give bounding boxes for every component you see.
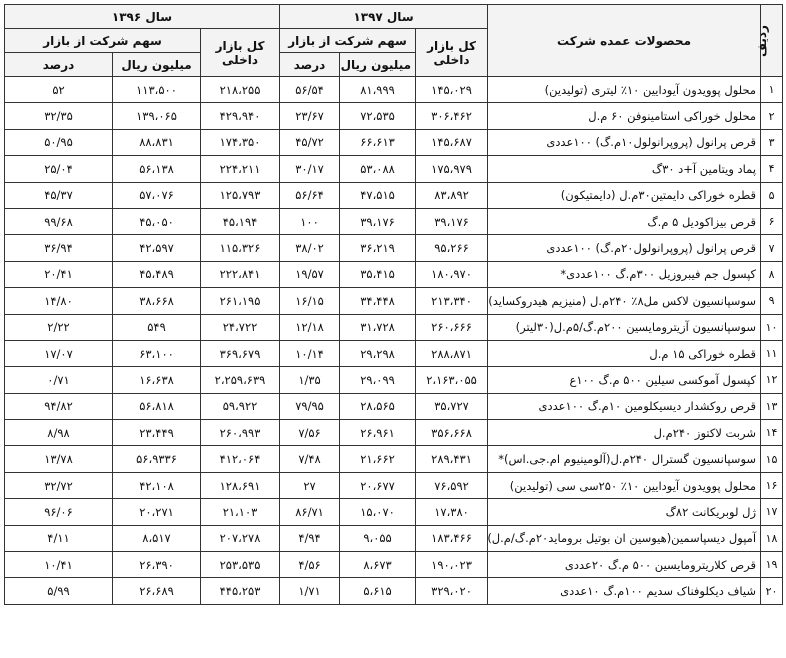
row-number-cell: ۲۰ bbox=[761, 578, 783, 604]
product-name-cell: ژل لوبریکانت ۸۲گ bbox=[488, 499, 761, 525]
table-row bbox=[5, 77, 783, 103]
share-million-rial-1396-cell: ۶۳،۱۰۰ bbox=[113, 340, 201, 366]
domestic-market-1397-cell: ۲۸۹،۴۳۱ bbox=[416, 446, 488, 472]
domestic-market-1396-cell: ۴۴۵،۲۵۳ bbox=[201, 578, 280, 604]
domestic-market-1396-cell: ۴۵،۱۹۴ bbox=[201, 208, 280, 234]
product-name-cell: محلول پوویدون آیودایین ۱۰٪ لیتری (تولیدین) bbox=[488, 77, 761, 103]
row-number-cell: ۷ bbox=[761, 235, 783, 261]
share-million-rial-1397-cell: ۳۱،۷۲۸ bbox=[340, 314, 416, 340]
share-percent-1396-cell: ۵۲ bbox=[5, 77, 113, 103]
row-number-cell: ۱۷ bbox=[761, 499, 783, 525]
domestic-market-1397-cell: ۷۶،۵۹۲ bbox=[416, 472, 488, 498]
product-name-cell: قطره خوراکی ۱۵ م.ل bbox=[488, 340, 761, 366]
table-row bbox=[5, 129, 783, 155]
share-percent-1397-cell: ۳۸/۰۲ bbox=[280, 235, 340, 261]
domestic-market-1396-cell: ۲۲۲،۸۴۱ bbox=[201, 261, 280, 287]
domestic-market-1396-cell: ۱۱۵،۳۲۶ bbox=[201, 235, 280, 261]
share-percent-1396-cell: ۱۰/۴۱ bbox=[5, 552, 113, 578]
share-million-rial-1397-cell: ۳۵،۴۱۵ bbox=[340, 261, 416, 287]
row-number-cell: ۳ bbox=[761, 129, 783, 155]
table-row bbox=[5, 208, 783, 234]
share-million-rial-1397-cell: ۵۳،۰۸۸ bbox=[340, 156, 416, 182]
share-million-rial-1397-cell: ۲۹،۲۹۸ bbox=[340, 340, 416, 366]
row-number-cell: ۱ bbox=[761, 77, 783, 103]
share-percent-1397-cell: ۲۷ bbox=[280, 472, 340, 498]
table-row bbox=[5, 578, 783, 604]
domestic-market-1397-cell: ۸۳،۸۹۲ bbox=[416, 182, 488, 208]
share-million-rial-1396-cell: ۸۸،۸۳۱ bbox=[113, 129, 201, 155]
share-percent-1396-cell: ۴/۱۱ bbox=[5, 525, 113, 551]
table-row bbox=[5, 499, 783, 525]
domestic-market-header-1396: کل بازار داخلی bbox=[201, 29, 280, 77]
share-percent-1397-cell: ۱/۳۵ bbox=[280, 367, 340, 393]
domestic-market-1396-cell: ۲۲۴،۲۱۱ bbox=[201, 156, 280, 182]
share-percent-1396-cell: ۱۴/۸۰ bbox=[5, 288, 113, 314]
share-percent-1397-cell: ۱۰۰ bbox=[280, 208, 340, 234]
share-million-rial-1397-cell: ۹،۰۵۵ bbox=[340, 525, 416, 551]
share-million-rial-1396-cell: ۴۵،۰۵۰ bbox=[113, 208, 201, 234]
share-percent-1397-cell: ۱/۷۱ bbox=[280, 578, 340, 604]
row-number-cell: ۱۹ bbox=[761, 552, 783, 578]
share-percent-1396-cell: ۲۵/۰۴ bbox=[5, 156, 113, 182]
share-percent-1396-cell: ۵۰/۹۵ bbox=[5, 129, 113, 155]
row-number-header: ردیف bbox=[761, 5, 783, 77]
row-number-cell: ۱۰ bbox=[761, 314, 783, 340]
share-million-rial-1396-cell: ۲۰،۲۷۱ bbox=[113, 499, 201, 525]
row-number-cell: ۱۴ bbox=[761, 420, 783, 446]
table-row bbox=[5, 340, 783, 366]
share-million-rial-1396-cell: ۵۶،۱۳۸ bbox=[113, 156, 201, 182]
product-name-cell: پماد ویتامین آ+د ۳۰گ bbox=[488, 156, 761, 182]
row-number-cell: ۱۲ bbox=[761, 367, 783, 393]
domestic-market-1396-cell: ۲۱،۱۰۳ bbox=[201, 499, 280, 525]
product-name-cell: محلول پوویدون آیودایین ۱۰٪ ۲۵۰سی سی (تولیدین) bbox=[488, 472, 761, 498]
share-percent-1397-cell: ۴/۹۴ bbox=[280, 525, 340, 551]
domestic-market-1396-cell: ۱۷۴،۳۵۰ bbox=[201, 129, 280, 155]
share-percent-1397-cell: ۲۳/۶۷ bbox=[280, 103, 340, 129]
row-number-cell: ۱۳ bbox=[761, 393, 783, 419]
product-name-cell: محلول خوراکی استامینوفن ۶۰ م.ل bbox=[488, 103, 761, 129]
share-million-rial-1397-cell: ۲۶،۹۶۱ bbox=[340, 420, 416, 446]
share-percent-1397-cell: ۵۶/۶۴ bbox=[280, 182, 340, 208]
share-percent-1396-cell: ۱۳/۷۸ bbox=[5, 446, 113, 472]
million-rial-header-1396: میلیون ریال bbox=[113, 53, 201, 77]
share-percent-1396-cell: ۲۰/۴۱ bbox=[5, 261, 113, 287]
share-million-rial-1396-cell: ۳۸،۶۶۸ bbox=[113, 288, 201, 314]
share-million-rial-1396-cell: ۵۴۹ bbox=[113, 314, 201, 340]
domestic-market-1397-cell: ۳۰۶،۴۶۲ bbox=[416, 103, 488, 129]
row-number-cell: ۱۸ bbox=[761, 525, 783, 551]
product-name-cell: آمپول دیسپاسمین(هیوسین ان بوتیل بروماید۲۰م.گ/م.ل) bbox=[488, 525, 761, 551]
table-header bbox=[5, 5, 783, 77]
share-million-rial-1397-cell: ۲۰،۶۷۷ bbox=[340, 472, 416, 498]
share-million-rial-1397-cell: ۳۹،۱۷۶ bbox=[340, 208, 416, 234]
share-percent-1396-cell: ۳۲/۳۵ bbox=[5, 103, 113, 129]
domestic-market-1397-cell: ۹۵،۲۶۶ bbox=[416, 235, 488, 261]
product-name-cell: سوسپانسیون آزیترومایسین ۲۰۰م.گ/۵م.ل(۳۰لیتر) bbox=[488, 314, 761, 340]
product-name-cell: کپسول آموکسی سیلین ۵۰۰ م.گ ۱۰۰ع bbox=[488, 367, 761, 393]
domestic-market-1396-cell: ۲۶۰،۹۹۳ bbox=[201, 420, 280, 446]
domestic-market-1397-cell: ۱۸۳،۴۶۶ bbox=[416, 525, 488, 551]
domestic-market-1397-cell: ۲۸۸،۸۷۱ bbox=[416, 340, 488, 366]
domestic-market-1396-cell: ۱۲۸،۶۹۱ bbox=[201, 472, 280, 498]
percent-header-1396: درصد bbox=[5, 53, 113, 77]
share-million-rial-1396-cell: ۲۶،۳۹۰ bbox=[113, 552, 201, 578]
domestic-market-1396-cell: ۲۶۱،۱۹۵ bbox=[201, 288, 280, 314]
domestic-market-1397-cell: ۳۵،۷۲۷ bbox=[416, 393, 488, 419]
domestic-market-1396-cell: ۵۹،۹۲۲ bbox=[201, 393, 280, 419]
products-market-share-table bbox=[4, 4, 783, 605]
share-percent-1396-cell: ۳۲/۷۲ bbox=[5, 472, 113, 498]
product-name-cell: شیاف دیکلوفناک سدیم ۱۰۰م.گ ۱۰عددی bbox=[488, 578, 761, 604]
table-row bbox=[5, 420, 783, 446]
share-percent-1396-cell: ۳۶/۹۴ bbox=[5, 235, 113, 261]
domestic-market-1396-cell: ۴۱۲،۰۶۴ bbox=[201, 446, 280, 472]
share-million-rial-1396-cell: ۲۳،۴۴۹ bbox=[113, 420, 201, 446]
row-number-cell: ۹ bbox=[761, 288, 783, 314]
domestic-market-1396-cell: ۳۶۹،۶۷۹ bbox=[201, 340, 280, 366]
percent-header-1397: درصد bbox=[280, 53, 340, 77]
table-row bbox=[5, 103, 783, 129]
share-million-rial-1397-cell: ۸،۶۷۳ bbox=[340, 552, 416, 578]
share-million-rial-1397-cell: ۲۱،۶۶۲ bbox=[340, 446, 416, 472]
share-header-1397: سهم شرکت از بازار bbox=[280, 29, 416, 53]
product-header: محصولات عمده شرکت bbox=[488, 5, 761, 77]
share-million-rial-1396-cell: ۵۷،۰۷۶ bbox=[113, 182, 201, 208]
product-name-cell: قرص بیزاکودیل ۵ م.گ bbox=[488, 208, 761, 234]
share-percent-1397-cell: ۴/۵۶ bbox=[280, 552, 340, 578]
table-body bbox=[5, 77, 783, 605]
share-percent-1396-cell: ۴۵/۳۷ bbox=[5, 182, 113, 208]
share-million-rial-1397-cell: ۷۲،۵۳۵ bbox=[340, 103, 416, 129]
share-million-rial-1396-cell: ۸،۵۱۷ bbox=[113, 525, 201, 551]
table-row bbox=[5, 552, 783, 578]
share-percent-1397-cell: ۱۲/۱۸ bbox=[280, 314, 340, 340]
domestic-market-1397-cell: ۱۴۵،۰۲۹ bbox=[416, 77, 488, 103]
row-number-cell: ۴ bbox=[761, 156, 783, 182]
table-row bbox=[5, 446, 783, 472]
year-1396-header: سال ۱۳۹۶ bbox=[5, 5, 280, 29]
domestic-market-1397-cell: ۲،۱۶۳،۰۵۵ bbox=[416, 367, 488, 393]
share-percent-1397-cell: ۷۹/۹۵ bbox=[280, 393, 340, 419]
table-row bbox=[5, 525, 783, 551]
row-number-cell: ۸ bbox=[761, 261, 783, 287]
share-percent-1396-cell: ۹۹/۶۸ bbox=[5, 208, 113, 234]
share-million-rial-1397-cell: ۵،۶۱۵ bbox=[340, 578, 416, 604]
share-percent-1397-cell: ۷/۴۸ bbox=[280, 446, 340, 472]
product-name-cell: کپسول جم فیبروزیل ۳۰۰م.گ ۱۰۰عددی* bbox=[488, 261, 761, 287]
table-row bbox=[5, 314, 783, 340]
share-million-rial-1397-cell: ۱۵،۰۷۰ bbox=[340, 499, 416, 525]
product-name-cell: قرص پرانول (پروپرانولول۲۰م.گ) ۱۰۰عددی bbox=[488, 235, 761, 261]
domestic-market-1397-cell: ۱۷،۳۸۰ bbox=[416, 499, 488, 525]
domestic-market-1396-cell: ۲،۲۵۹،۶۳۹ bbox=[201, 367, 280, 393]
million-rial-header-1397: میلیون ریال bbox=[340, 53, 416, 77]
share-percent-1396-cell: ۱۷/۰۷ bbox=[5, 340, 113, 366]
product-name-cell: سوسپانسیون لاکس مل۸٪ ۲۴۰م.ل (منیزیم هیدروکساید) bbox=[488, 288, 761, 314]
product-name-cell: قطره خوراکی دایمتین۳۰م.ل (دایمتیکون) bbox=[488, 182, 761, 208]
share-percent-1397-cell: ۵۶/۵۴ bbox=[280, 77, 340, 103]
share-percent-1397-cell: ۸۶/۷۱ bbox=[280, 499, 340, 525]
share-million-rial-1397-cell: ۴۷،۵۱۵ bbox=[340, 182, 416, 208]
share-million-rial-1397-cell: ۳۶،۲۱۹ bbox=[340, 235, 416, 261]
table-row bbox=[5, 288, 783, 314]
domestic-market-header-1397: کل بازار داخلی bbox=[416, 29, 488, 77]
domestic-market-1397-cell: ۱۹۰،۰۲۳ bbox=[416, 552, 488, 578]
domestic-market-1397-cell: ۳۵۶،۶۶۸ bbox=[416, 420, 488, 446]
row-number-cell: ۱۱ bbox=[761, 340, 783, 366]
share-percent-1396-cell: ۸/۹۸ bbox=[5, 420, 113, 446]
share-percent-1397-cell: ۴۵/۷۲ bbox=[280, 129, 340, 155]
share-million-rial-1396-cell: ۵۶،۹۳۳۶ bbox=[113, 446, 201, 472]
domestic-market-1397-cell: ۱۴۵،۶۸۷ bbox=[416, 129, 488, 155]
table-row bbox=[5, 261, 783, 287]
domestic-market-1396-cell: ۲۵۳،۵۳۵ bbox=[201, 552, 280, 578]
share-million-rial-1397-cell: ۶۶،۶۱۳ bbox=[340, 129, 416, 155]
domestic-market-1396-cell: ۴۲۹،۹۴۰ bbox=[201, 103, 280, 129]
share-percent-1396-cell: ۹۴/۸۲ bbox=[5, 393, 113, 419]
share-million-rial-1397-cell: ۸۱،۹۹۹ bbox=[340, 77, 416, 103]
product-name-cell: قرص پرانول (پروپرانولول۱۰م.گ) ۱۰۰عددی bbox=[488, 129, 761, 155]
row-number-cell: ۵ bbox=[761, 182, 783, 208]
table-row bbox=[5, 393, 783, 419]
domestic-market-1396-cell: ۲۱۸،۲۵۵ bbox=[201, 77, 280, 103]
table-row bbox=[5, 235, 783, 261]
row-number-cell: ۱۶ bbox=[761, 472, 783, 498]
domestic-market-1396-cell: ۲۰۷،۲۷۸ bbox=[201, 525, 280, 551]
share-percent-1396-cell: ۵/۹۹ bbox=[5, 578, 113, 604]
share-million-rial-1396-cell: ۱۶،۶۳۸ bbox=[113, 367, 201, 393]
domestic-market-1397-cell: ۲۶۰،۶۶۶ bbox=[416, 314, 488, 340]
domestic-market-1397-cell: ۱۸۰،۹۷۰ bbox=[416, 261, 488, 287]
domestic-market-1397-cell: ۱۷۵،۹۷۹ bbox=[416, 156, 488, 182]
product-name-cell: قرص کلاریترومایسین ۵۰۰ م.گ ۲۰عددی bbox=[488, 552, 761, 578]
share-header-1396: سهم شرکت از بازار bbox=[5, 29, 201, 53]
product-name-cell: شربت لاکتوز ۲۴۰م.ل bbox=[488, 420, 761, 446]
share-million-rial-1397-cell: ۲۹،۰۹۹ bbox=[340, 367, 416, 393]
share-million-rial-1396-cell: ۲۶،۶۸۹ bbox=[113, 578, 201, 604]
share-million-rial-1396-cell: ۱۱۳،۵۰۰ bbox=[113, 77, 201, 103]
share-million-rial-1396-cell: ۵۶،۸۱۸ bbox=[113, 393, 201, 419]
share-percent-1397-cell: ۱۹/۵۷ bbox=[280, 261, 340, 287]
table-row bbox=[5, 367, 783, 393]
share-million-rial-1396-cell: ۴۵،۴۸۹ bbox=[113, 261, 201, 287]
share-percent-1396-cell: ۰/۷۱ bbox=[5, 367, 113, 393]
share-percent-1397-cell: ۱۰/۱۴ bbox=[280, 340, 340, 366]
table-row bbox=[5, 156, 783, 182]
product-name-cell: سوسپانسیون گسترال ۲۴۰م.ل(آلومینیوم ام.جی.اس)* bbox=[488, 446, 761, 472]
table-row bbox=[5, 472, 783, 498]
domestic-market-1397-cell: ۳۹،۱۷۶ bbox=[416, 208, 488, 234]
share-million-rial-1396-cell: ۴۲،۵۹۷ bbox=[113, 235, 201, 261]
domestic-market-1397-cell: ۳۲۹،۰۲۰ bbox=[416, 578, 488, 604]
row-number-cell: ۶ bbox=[761, 208, 783, 234]
share-million-rial-1396-cell: ۱۳۹،۰۶۵ bbox=[113, 103, 201, 129]
table-row bbox=[5, 182, 783, 208]
share-million-rial-1397-cell: ۳۴،۴۴۸ bbox=[340, 288, 416, 314]
domestic-market-1396-cell: ۱۲۵،۷۹۳ bbox=[201, 182, 280, 208]
share-percent-1397-cell: ۳۰/۱۷ bbox=[280, 156, 340, 182]
share-million-rial-1397-cell: ۲۸،۵۶۵ bbox=[340, 393, 416, 419]
share-percent-1397-cell: ۱۶/۱۵ bbox=[280, 288, 340, 314]
year-1397-header: سال ۱۳۹۷ bbox=[280, 5, 488, 29]
share-percent-1396-cell: ۹۶/۰۶ bbox=[5, 499, 113, 525]
product-name-cell: قرص روکشدار دیسیکلومین ۱۰م.گ ۱۰۰عددی bbox=[488, 393, 761, 419]
domestic-market-1396-cell: ۲۴،۷۲۲ bbox=[201, 314, 280, 340]
share-percent-1397-cell: ۷/۵۶ bbox=[280, 420, 340, 446]
share-million-rial-1396-cell: ۴۲،۱۰۸ bbox=[113, 472, 201, 498]
row-number-cell: ۱۵ bbox=[761, 446, 783, 472]
share-percent-1396-cell: ۲/۲۲ bbox=[5, 314, 113, 340]
domestic-market-1397-cell: ۲۱۳،۳۴۰ bbox=[416, 288, 488, 314]
row-number-cell: ۲ bbox=[761, 103, 783, 129]
